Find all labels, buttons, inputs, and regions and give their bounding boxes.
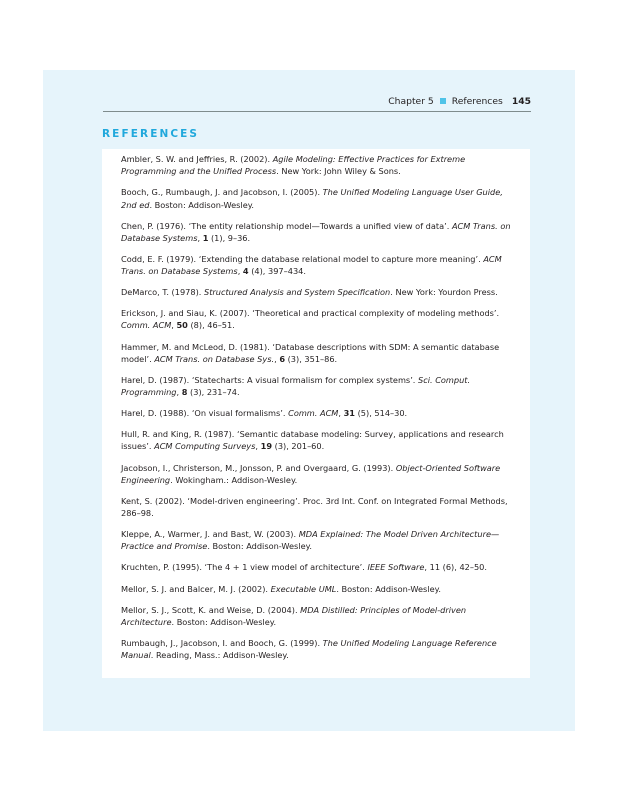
book-page [43, 70, 575, 731]
reference-entry [121, 286, 512, 298]
reference-title: ACM Trans. on Database Systems [121, 220, 511, 243]
reference-text: Kleppe, A., Warmer, J. and Bast, W. (2003). [121, 529, 299, 540]
reference-text: , [197, 232, 203, 243]
reference-text: . Wokingham.: Addison-Wesley. [170, 474, 298, 485]
reference-text: Chen, P. (1976). ‘The entity relationship model—Towards a unified view of data’. [121, 220, 452, 231]
reference-title: ACM Computing Surveys [154, 441, 256, 452]
reference-entry [121, 341, 512, 365]
reference-title: MDA Explained: The Model Driven Architecture—Practice and Promise [121, 529, 500, 552]
reference-text: Jacobson, I., Christerson, M., Jonsson, P. and Overgaard, G. (1993). [121, 462, 396, 473]
section-heading: REFERENCES [102, 128, 200, 140]
reference-entry [121, 637, 512, 661]
reference-text: , [274, 353, 280, 364]
reference-text: DeMarco, T. (1978). [121, 287, 204, 298]
reference-list [121, 153, 512, 661]
reference-entry [121, 153, 512, 177]
reference-entry [121, 583, 512, 595]
references-box [102, 149, 530, 678]
reference-title: MDA Distilled: Principles of Model-driven Architecture [121, 604, 467, 627]
reference-entry [121, 253, 512, 277]
reference-entry [121, 374, 512, 398]
reference-text: (4), 397–434. [248, 266, 306, 277]
reference-text: (3), 231–74. [187, 387, 240, 398]
reference-title: Executable UML [270, 583, 337, 594]
reference-title: Sci. Comput. Programming [121, 374, 471, 398]
reference-entry [121, 307, 512, 331]
reference-text: Kruchten, P. (1995). ‘The 4 + 1 view model of architecture’. [121, 562, 368, 573]
reference-text: (3), 201–60. [272, 441, 325, 452]
reference-text: Codd, E. F. (1979). ‘Extending the database relational model to capture more meaning’. [121, 253, 484, 264]
reference-entry [121, 495, 512, 519]
reference-title: Object-Oriented Software Engineering [121, 462, 501, 485]
reference-text: Ambler, S. W. and Jeffries, R. (2002). [121, 154, 273, 164]
reference-title: Agile Modeling: Effective Practices for Extreme Programming and the Unified Process [121, 154, 466, 177]
reference-text: Harel, D. (1988). ‘On visual formalisms’. [121, 408, 289, 419]
reference-text: , 11 (6), 42–50. [424, 562, 487, 573]
reference-text: (3), 351–86. [285, 353, 338, 364]
reference-text: (5), 514–30. [355, 408, 408, 419]
reference-text: , [176, 387, 182, 398]
reference-text: , [338, 408, 344, 419]
reference-volume: 31 [343, 408, 355, 419]
reference-text: Hull, R. and King, R. (1987). ‘Semantic database modeling: Survey, applications and research issues’. [121, 429, 504, 452]
reference-text: . Reading, Mass.: Addison-Wesley. [150, 650, 289, 661]
reference-volume: 1 [202, 232, 209, 243]
reference-title: Comm. ACM [288, 408, 339, 419]
reference-entry [121, 407, 512, 419]
running-header [103, 96, 531, 112]
reference-title: ACM Trans. on Database Sys. [154, 353, 275, 364]
header-chapter: Chapter 5 [388, 96, 434, 107]
reference-text: . New York: John Wiley & Sons. [276, 166, 401, 177]
reference-entry [121, 220, 512, 244]
reference-volume: 8 [181, 387, 188, 398]
reference-title: Comm. ACM [121, 320, 172, 331]
reference-entry [121, 528, 512, 552]
page-number: 145 [511, 96, 531, 107]
reference-title: The Unified Modeling Language Reference Manual [121, 637, 497, 661]
reference-entry [121, 561, 512, 573]
reference-text: , [237, 266, 243, 277]
reference-text: Hammer, M. and McLeod, D. (1981). ‘Database descriptions with SDM: A semantic database model’. [121, 341, 500, 364]
reference-volume: 19 [260, 441, 273, 452]
reference-title: Structured Analysis and System Specification [204, 287, 391, 298]
reference-entry [121, 428, 512, 452]
reference-text: . Boston: Addison-Wesley. [149, 199, 255, 210]
reference-title: The Unified Modeling Language User Guide, 2nd ed [121, 187, 503, 210]
reference-text: . New York: Yourdon Press. [390, 287, 498, 298]
reference-entry [121, 462, 512, 486]
reference-text: , [171, 320, 177, 331]
reference-volume: 6 [279, 353, 286, 364]
reference-entry [121, 186, 512, 210]
header-section: References [451, 96, 503, 107]
reference-text: Kent, S. (2002). ‘Model-driven engineering’. Proc. 3rd Int. Conf. on Integrated Formal Methods, 286–98. [121, 495, 508, 519]
reference-text: Mellor, S. J., Scott, K. and Weise, D. (2004). [121, 604, 301, 615]
reference-text: Mellor, S. J. and Balcer, M. J. (2002). [121, 583, 271, 594]
reference-text: (1), 9–36. [208, 232, 251, 243]
reference-volume: 4 [242, 266, 249, 277]
reference-text: . Boston: Addison-Wesley. [207, 541, 312, 552]
reference-text: Rumbaugh, J., Jacobson, I. and Booch, G. (1999). [121, 637, 323, 648]
reference-volume: 50 [176, 320, 188, 331]
reference-title: IEEE Software [367, 562, 425, 573]
reference-text: , [255, 441, 261, 452]
reference-text: Erickson, J. and Siau, K. (2007). ‘Theoretical and practical complexity of modeling methods’. [121, 308, 500, 319]
reference-entry [121, 604, 512, 628]
reference-text: . Boston: Addison-Wesley. [171, 616, 277, 627]
reference-title: ACM Trans. on Database Systems [121, 253, 502, 277]
square-bullet-icon [440, 98, 446, 104]
reference-text: . Boston: Addison-Wesley. [336, 583, 441, 594]
reference-text: (8), 46–51. [187, 320, 235, 331]
reference-text: Harel, D. (1987). ‘Statecharts: A visual formalism for complex systems’. [121, 374, 419, 385]
reference-text: Booch, G., Rumbaugh, J. and Jacobson, I. (2005). [121, 187, 323, 198]
